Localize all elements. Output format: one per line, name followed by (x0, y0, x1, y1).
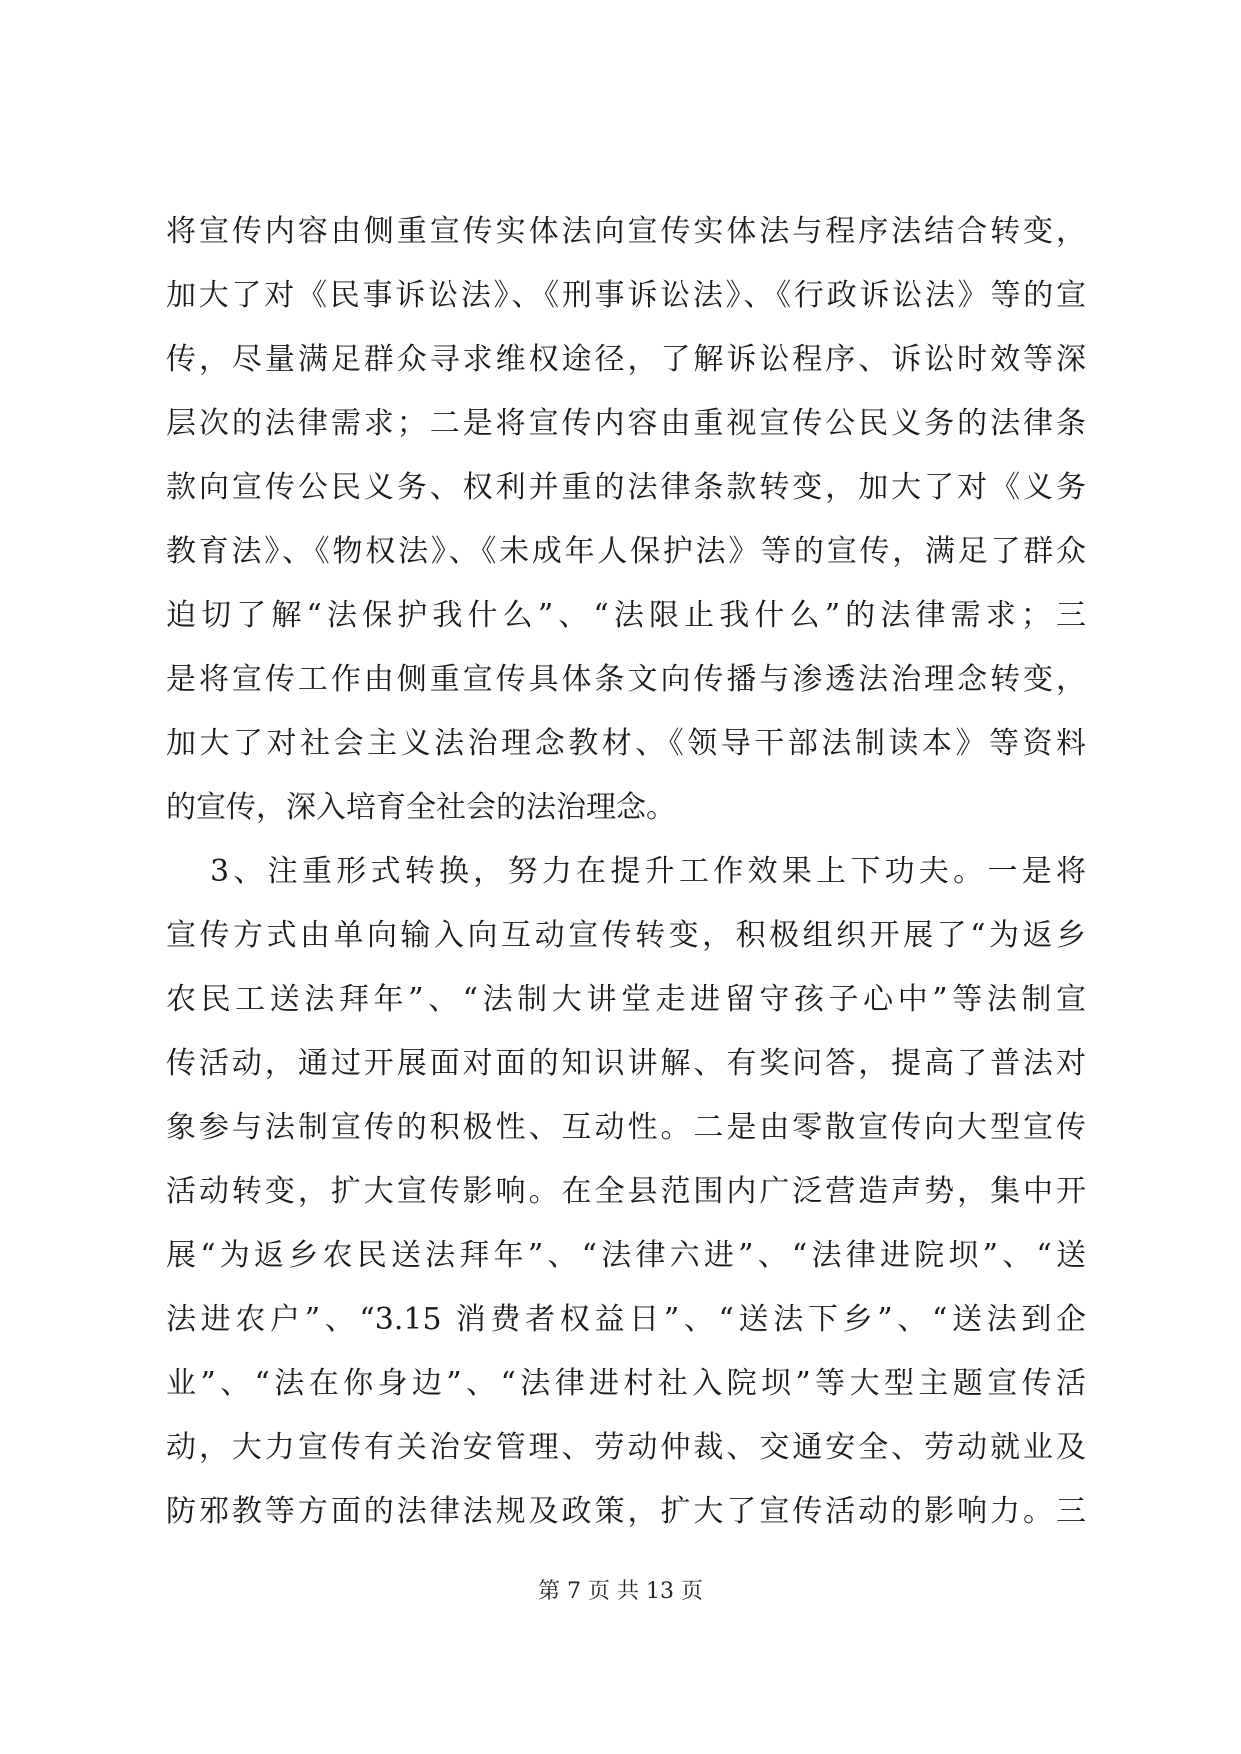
text-line: 款向宣传公民义务、权利并重的法律条款转变，加大了对《义务 (166, 470, 1086, 505)
text-line: 动，大力宣传有关治安管理、劳动仲裁、交通安全、劳动就业及 (166, 1430, 1086, 1465)
text-line: 防邪教等方面的法律法规及政策，扩大了宣传活动的影响力。三 (166, 1494, 1086, 1529)
text-line: 法进农户”、“3.15 消费者权益日”、“送法下乡”、“送法到企 (166, 1302, 1086, 1337)
text-line: 加大了对《民事诉讼法》、《刑事诉讼法》、《行政诉讼法》等的宣 (166, 278, 1086, 313)
text-line: 活动转变，扩大宣传影响。在全县范围内广泛营造声势，集中开 (166, 1174, 1086, 1209)
text-line: 加大了对社会主义法治理念教材、《领导干部法制读本》等资料 (166, 726, 1086, 761)
text-line: 是将宣传工作由侧重宣传具体条文向传播与渗透法治理念转变， (166, 662, 1086, 697)
page-number-footer: 第 7 页 共 13 页 (538, 1579, 703, 1604)
text-line: 将宣传内容由侧重宣传实体法向宣传实体法与程序法结合转变， (166, 214, 1086, 249)
text-line: 迫切了解“法保护我什么”、“法限止我什么”的法律需求；三 (166, 598, 1086, 633)
text-line: 展“为返乡农民送法拜年”、“法律六进”、“法律进院坝”、“送 (166, 1238, 1086, 1273)
text-line: 农民工送法拜年”、“法制大讲堂走进留守孩子心中”等法制宣 (166, 982, 1086, 1017)
text-line: 教育法》、《物权法》、《未成年人保护法》等的宣传，满足了群众 (166, 534, 1086, 569)
text-line: 层次的法律需求；二是将宣传内容由重视宣传公民义务的法律条 (166, 406, 1086, 441)
text-line: 传活动，通过开展面对面的知识讲解、有奖问答，提高了普法对 (166, 1046, 1086, 1081)
text-line: 3、注重形式转换，努力在提升工作效果上下功夫。一是将 (210, 854, 1086, 889)
text-line: 业”、“法在你身边”、“法律进村社入院坝”等大型主题宣传活 (166, 1366, 1086, 1401)
text-line: 象参与法制宣传的积极性、互动性。二是由零散宣传向大型宣传 (166, 1110, 1086, 1145)
text-line: 的宣传，深入培育全社会的法治理念。 (166, 790, 676, 825)
text-line: 传，尽量满足群众寻求维权途径，了解诉讼程序、诉讼时效等深 (166, 342, 1086, 377)
text-line: 宣传方式由单向输入向互动宣传转变，积极组织开展了“为返乡 (166, 918, 1086, 953)
body-text (166, 200, 1086, 1544)
